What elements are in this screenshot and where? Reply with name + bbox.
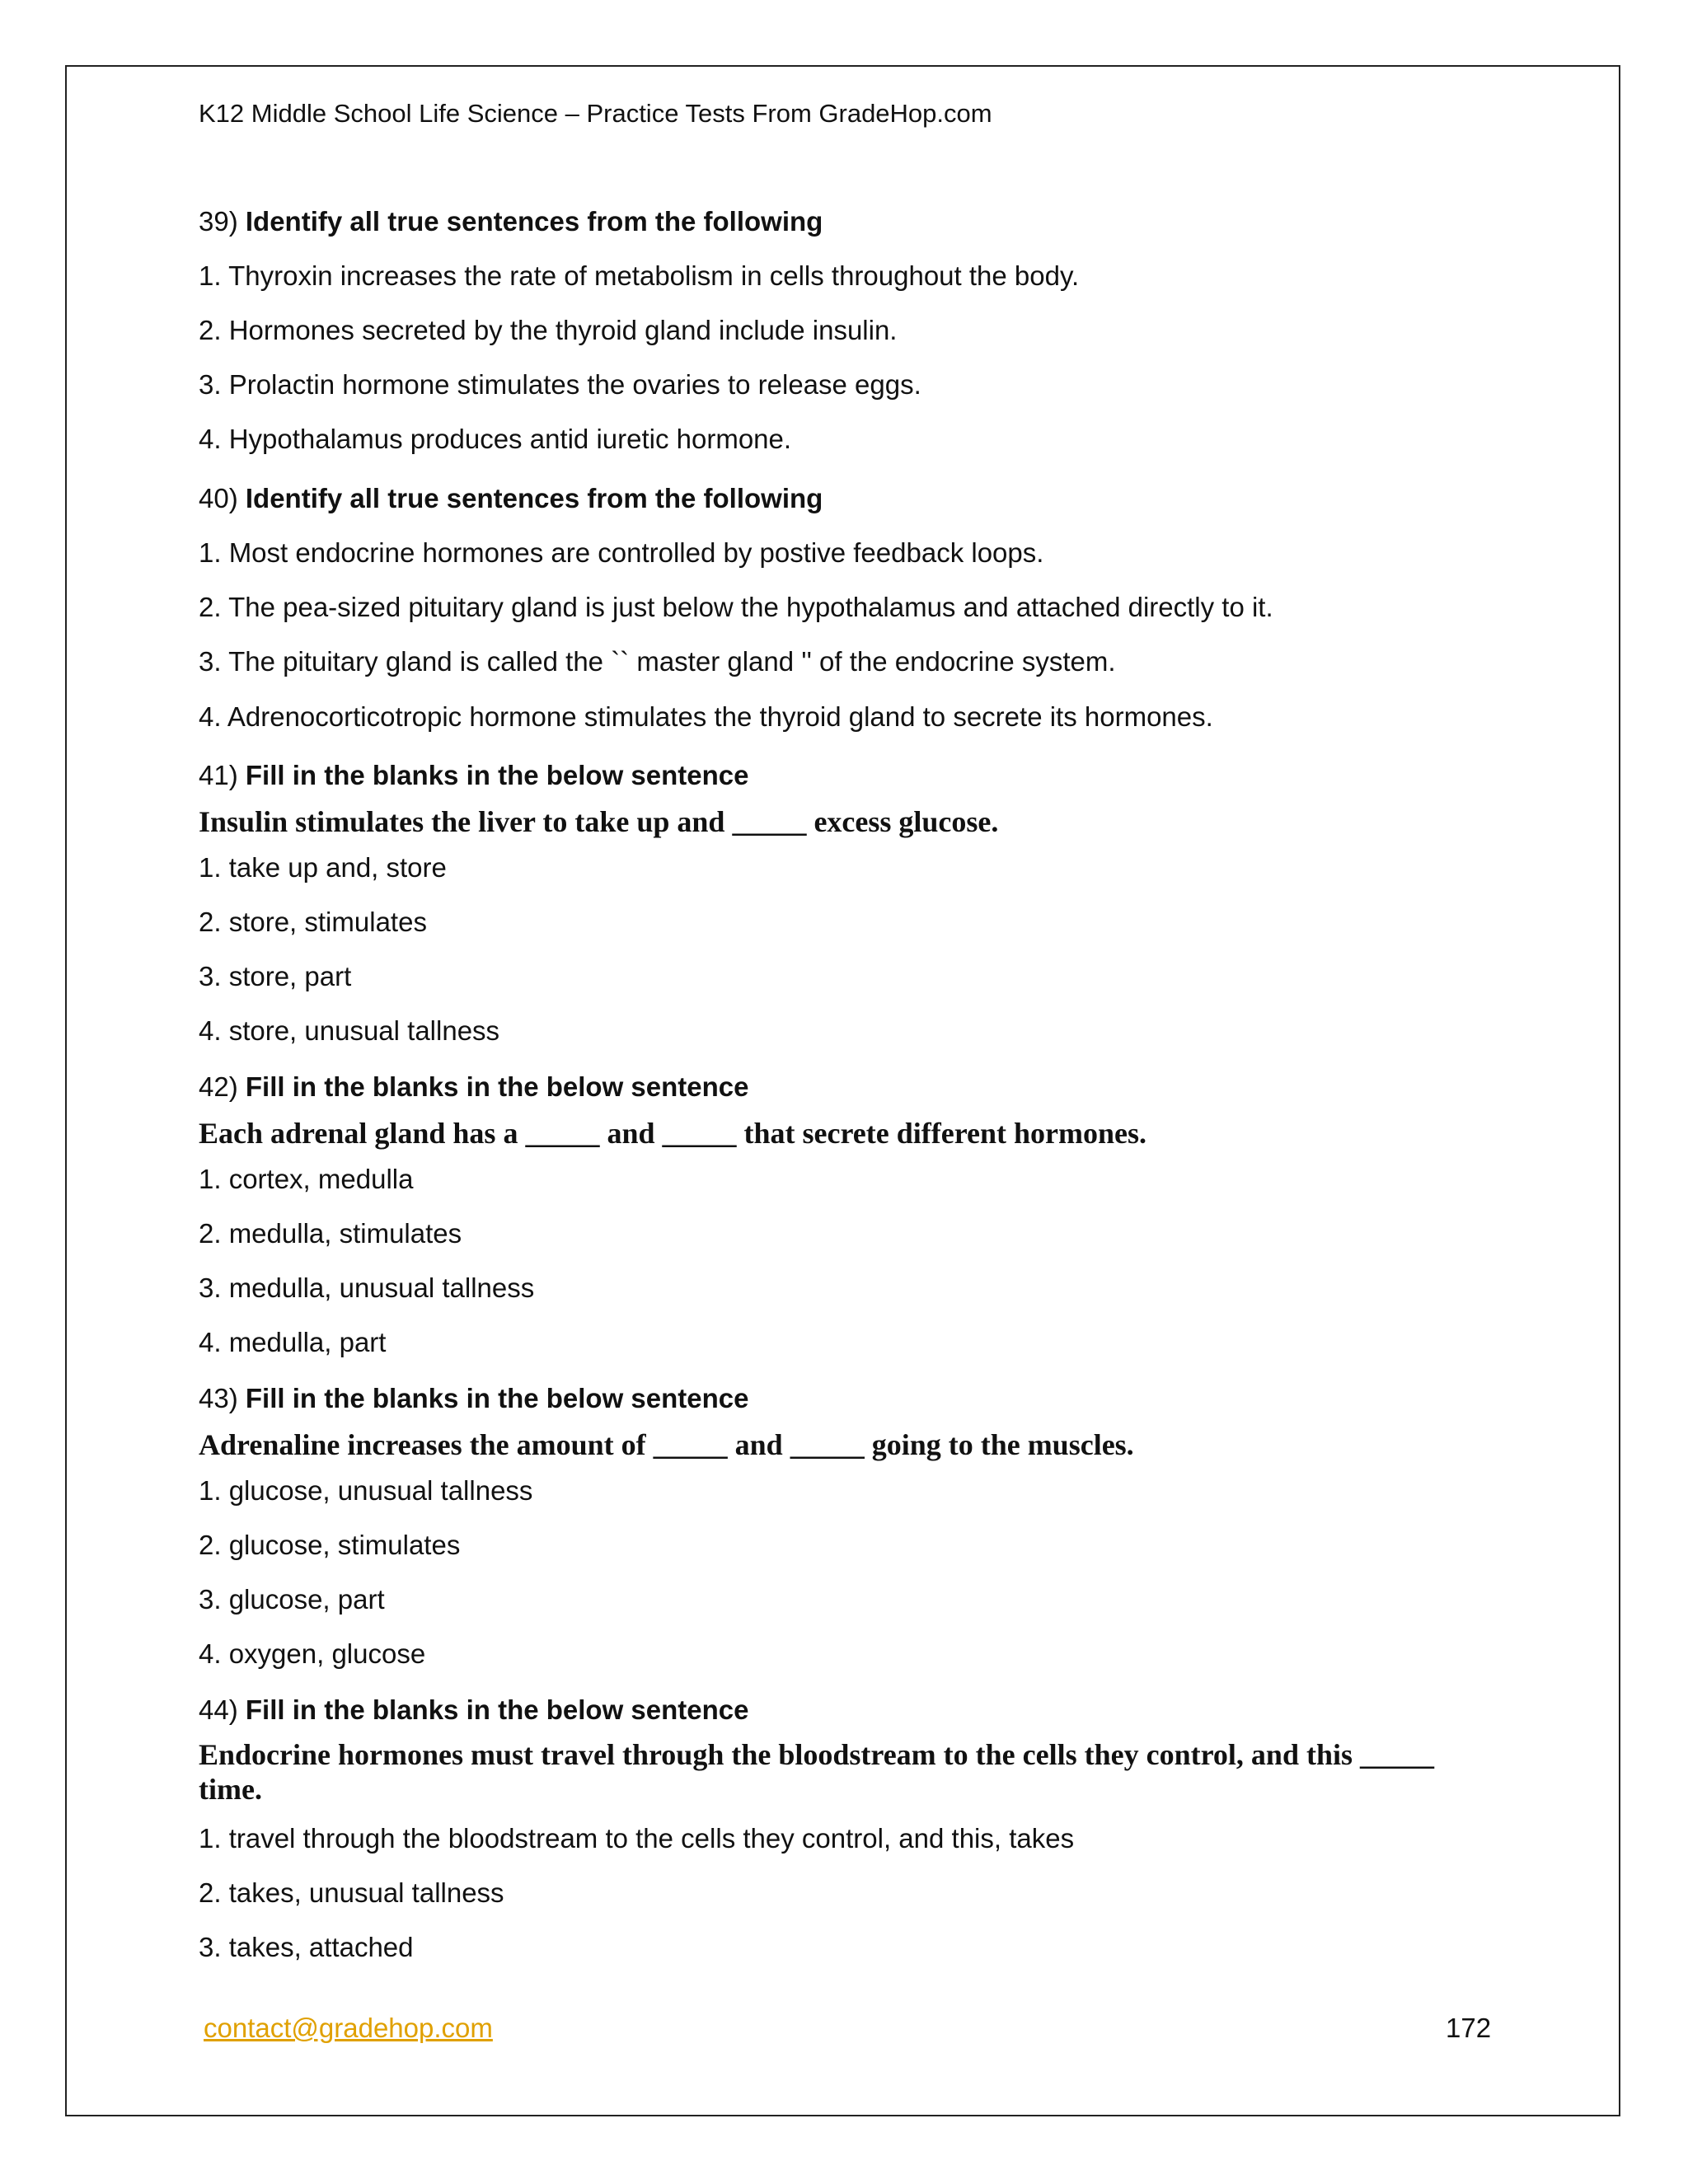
option: 4. Adrenocorticotropic hormone stimulates the thyroid gland to secrete its hormones. bbox=[199, 701, 1213, 732]
question-instruction: Identify all true sentences from the following bbox=[245, 206, 823, 237]
page-header: K12 Middle School Life Science – Practice Tests From GradeHop.com bbox=[199, 99, 992, 128]
question-42-heading bbox=[199, 1071, 749, 1103]
option: 4. oxygen, glucose bbox=[199, 1638, 426, 1669]
option: 1. travel through the bloodstream to the cells they control, and this, takes bbox=[199, 1823, 1075, 1854]
fill-in-sentence: Insulin stimulates the liver to take up and _____ excess glucose. bbox=[199, 805, 999, 838]
option: 1. glucose, unusual tallness bbox=[199, 1475, 533, 1506]
question-instruction: Fill in the blanks in the below sentence bbox=[245, 1071, 749, 1102]
option: 2. medulla, stimulates bbox=[199, 1218, 462, 1249]
option: 1. Most endocrine hormones are controlled by postive feedback loops. bbox=[199, 537, 1044, 568]
option: 3. takes, attached bbox=[199, 1932, 414, 1962]
option: 1. Thyroxin increases the rate of metabolism in cells throughout the body. bbox=[199, 260, 1080, 291]
question-number: 44) bbox=[199, 1694, 238, 1725]
option: 2. takes, unusual tallness bbox=[199, 1877, 504, 1908]
option: 3. store, part bbox=[199, 961, 352, 991]
question-instruction: Fill in the blanks in the below sentence bbox=[245, 760, 749, 790]
question-number: 39) bbox=[199, 206, 238, 237]
fill-in-sentence: Endocrine hormones must travel through the bloodstream to the cells they control, and this _____ time. bbox=[199, 1738, 1434, 1806]
option: 3. Prolactin hormone stimulates the ovaries to release eggs. bbox=[199, 369, 921, 400]
question-43-heading bbox=[199, 1383, 749, 1414]
contact-email-link[interactable]: contact@gradehop.com bbox=[204, 2013, 493, 2043]
option: 2. store, stimulates bbox=[199, 907, 427, 937]
option: 4. medulla, part bbox=[199, 1327, 387, 1357]
option: 3. glucose, part bbox=[199, 1584, 385, 1615]
option: 4. Hypothalamus produces antid iuretic hormone. bbox=[199, 424, 792, 454]
option: 3. The pituitary gland is called the `` master gland '' of the endocrine system. bbox=[199, 646, 1116, 677]
question-44-heading bbox=[199, 1694, 749, 1726]
fill-in-sentence: Each adrenal gland has a _____ and _____ that secrete different hormones. bbox=[199, 1117, 1147, 1150]
page-number: 172 bbox=[1446, 2013, 1492, 2043]
question-39-heading bbox=[199, 206, 823, 237]
fill-in-sentence: Adrenaline increases the amount of _____ and _____ going to the muscles. bbox=[199, 1428, 1134, 1461]
question-41-heading bbox=[199, 760, 749, 791]
option: 2. Hormones secreted by the thyroid gland include insulin. bbox=[199, 315, 898, 345]
question-number: 40) bbox=[199, 483, 238, 513]
option: 1. cortex, medulla bbox=[199, 1164, 414, 1194]
question-40-heading bbox=[199, 483, 823, 514]
option: 3. medulla, unusual tallness bbox=[199, 1272, 535, 1303]
question-instruction: Fill in the blanks in the below sentence bbox=[245, 1383, 749, 1413]
option: 4. store, unusual tallness bbox=[199, 1015, 500, 1046]
option: 2. glucose, stimulates bbox=[199, 1530, 461, 1560]
question-instruction: Identify all true sentences from the following bbox=[245, 483, 823, 513]
question-number: 43) bbox=[199, 1383, 238, 1413]
question-instruction: Fill in the blanks in the below sentence bbox=[245, 1694, 749, 1725]
option: 2. The pea-sized pituitary gland is just below the hypothalamus and attached directly to it. bbox=[199, 592, 1273, 622]
option: 1. take up and, store bbox=[199, 852, 447, 883]
question-number: 41) bbox=[199, 760, 238, 790]
question-number: 42) bbox=[199, 1071, 238, 1102]
